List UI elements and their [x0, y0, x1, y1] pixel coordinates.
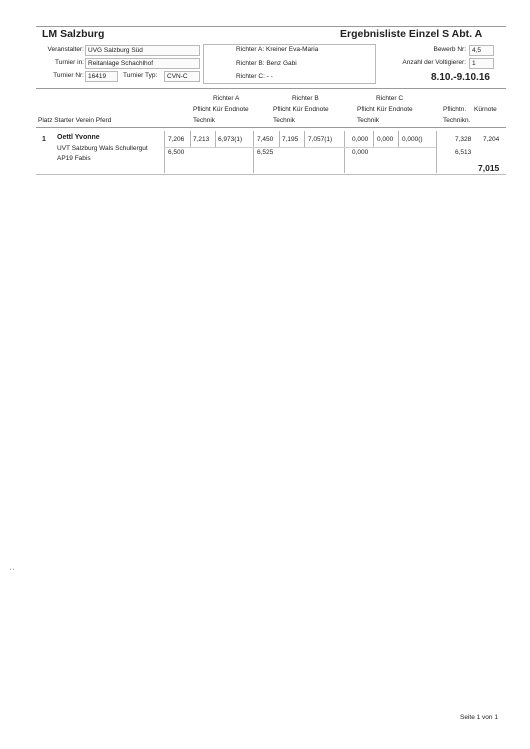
col-judge-b: Richter B — [292, 95, 319, 102]
competition-no-label: Bewerb Nr: — [433, 46, 466, 53]
entry-b-kuer: 7,195 — [282, 136, 299, 143]
page-footer: Seite 1 von 1 — [460, 714, 498, 721]
grid-line — [373, 131, 374, 147]
tournament-no-label: Turnier Nr: — [53, 72, 84, 79]
col-judge-b-technik: Technik — [273, 117, 296, 124]
column-header-rule — [36, 127, 506, 128]
judge-a: Richter A: Kreiner Eva-Maria — [236, 46, 319, 53]
entry-b-technik: 6,525 — [257, 149, 274, 156]
entry-technikn: 6,513 — [455, 149, 472, 156]
entry-a-technik: 6,500 — [168, 149, 185, 156]
list-title: Ergebnisliste Einzel S Abt. A — [340, 28, 483, 40]
grid-line — [436, 131, 437, 173]
tournament-no-value: 16419 — [85, 71, 118, 82]
voltigeurs-value: 1 — [469, 58, 494, 69]
judge-c: Richter C: - - — [236, 73, 273, 80]
entry-a-pflicht: 7,206 — [168, 136, 185, 143]
venue-value: Reitanlage Schachlhof — [85, 58, 200, 69]
row-mid-rule — [164, 147, 436, 148]
entry-c-kuer: 0,000 — [377, 136, 394, 143]
grid-line — [215, 131, 216, 147]
entry-c-pflicht: 0,000 — [352, 136, 369, 143]
col-pflichtn: Pflichtn. — [443, 106, 467, 113]
tournament-type-value: CVN-C — [164, 71, 200, 82]
entry-pflichtn: 7,328 — [455, 136, 472, 143]
entry-c-technik: 0,000 — [352, 149, 369, 156]
grid-line — [279, 131, 280, 147]
col-judge-a-technik: Technik — [193, 117, 216, 124]
entry-place: 1 — [42, 136, 46, 143]
tournament-type-label: Turnier Typ: — [123, 72, 158, 79]
entry-c-end: 0,000() — [402, 136, 423, 143]
col-judge-a: Richter A — [213, 95, 240, 102]
entry-b-pflicht: 7,450 — [257, 136, 274, 143]
header-top-rule — [36, 26, 506, 27]
entry-kuernote: 7,204 — [483, 136, 500, 143]
venue-label: Turnier in: — [54, 59, 84, 66]
entry-total: 7,015 — [478, 163, 500, 173]
col-judge-a-sub: Pflicht Kür Endnote — [193, 106, 249, 113]
voltigeurs-label: Anzahl der Voltigierer: — [402, 59, 466, 66]
row-bottom-rule — [36, 174, 506, 175]
grid-line — [304, 131, 305, 147]
entry-club: UVT Salzburg Wals Schullergut — [57, 145, 148, 152]
col-kuernote: Kürnote — [474, 106, 497, 113]
header-bottom-rule — [36, 88, 506, 89]
stray-mark: ʹ ʹ — [10, 568, 15, 575]
col-judge-c-technik: Technik — [357, 117, 380, 124]
entry-b-end: 7,057(1) — [308, 136, 333, 143]
entry-a-kuer: 7,213 — [193, 136, 210, 143]
col-judge-c-sub: Pflicht Kür Endnote — [357, 106, 413, 113]
grid-line — [253, 131, 254, 173]
organizer-value: UVG Salzburg Süd — [85, 45, 200, 56]
organizer-label: Veranstalter: — [47, 46, 84, 53]
col-technikn: Technikn. — [443, 117, 471, 124]
grid-line — [190, 131, 191, 147]
entry-name: Oettl Yvonne — [57, 134, 100, 141]
page-title: LM Salzburg — [42, 28, 105, 40]
col-judge-b-sub: Pflicht Kür Endnote — [273, 106, 329, 113]
col-platz-starter: Platz Starter Verein Pferd — [38, 117, 112, 124]
col-judge-c: Richter C — [376, 95, 404, 102]
competition-no-value: 4,5 — [469, 45, 494, 56]
entry-a-end: 6,973(1) — [218, 136, 243, 143]
grid-line — [344, 131, 345, 173]
dates: 8.10.-9.10.16 — [431, 72, 490, 83]
grid-line — [164, 131, 165, 173]
judge-b: Richter B: Benz Gabi — [236, 60, 297, 67]
entry-horse: AP19 Fabis — [57, 155, 91, 162]
grid-line — [398, 131, 399, 147]
